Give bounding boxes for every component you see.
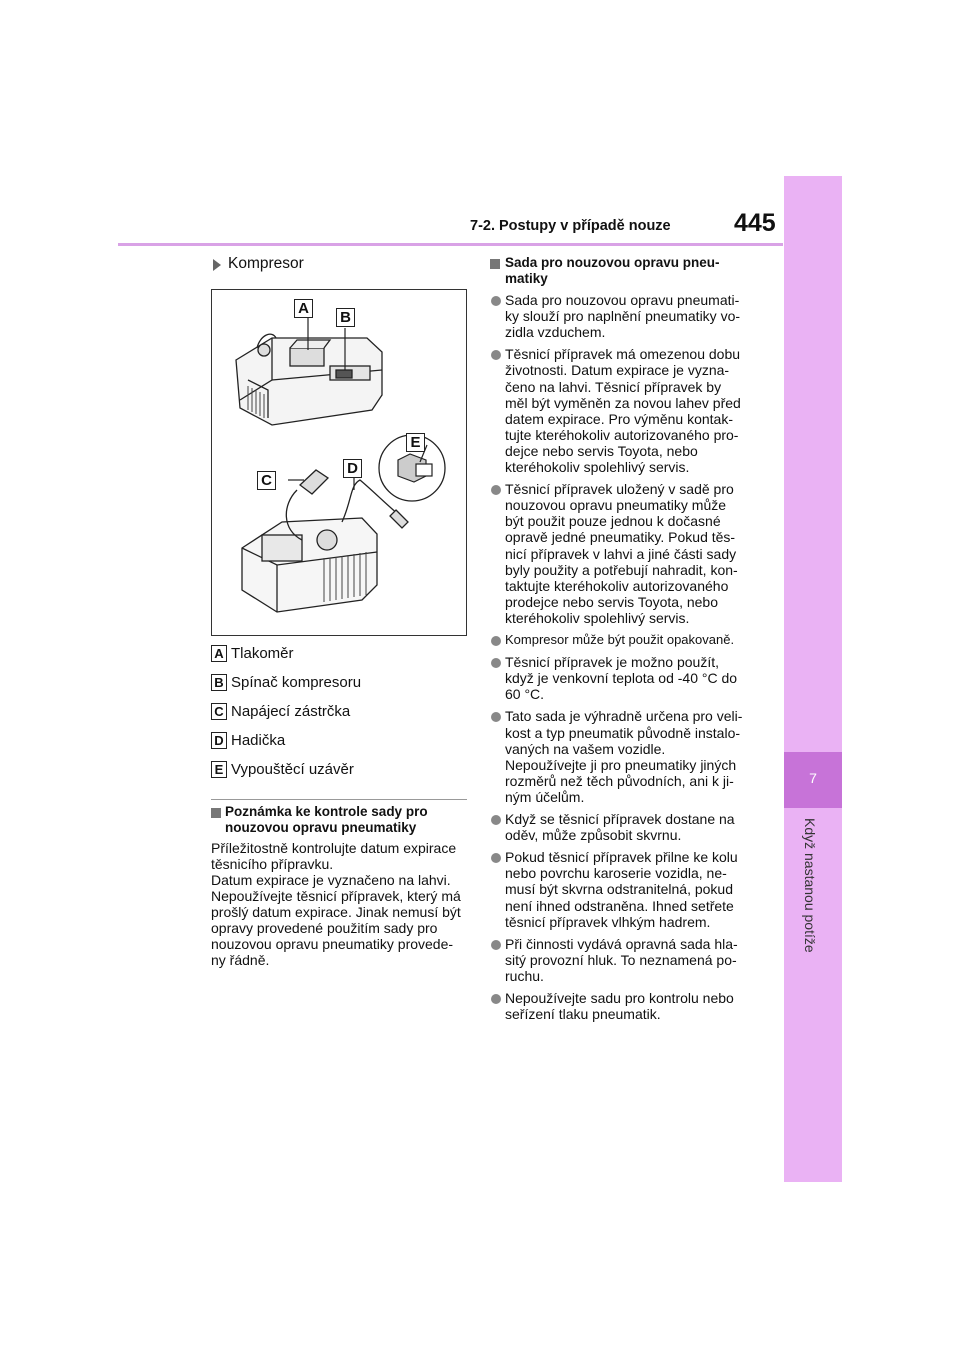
legend-item-c [211, 703, 350, 720]
bullet-line: dejce nebo servis Toyota, nebo [505, 442, 698, 459]
bullet-line: kost a typ pneumatik původně instalo- [505, 724, 741, 741]
legend-item-e [211, 761, 354, 778]
compressor-figure [211, 289, 467, 636]
legend-key: C [211, 703, 227, 720]
legend-label: Vypouštěcí uzávěr [231, 761, 354, 778]
bullet-line: není ihned odstraněna. Ihned setřete [505, 897, 734, 914]
callout-c: C [257, 471, 276, 490]
bullet-line: měl být vyměněn za novou lahev před [505, 394, 741, 411]
legend-item-d [211, 732, 285, 749]
bullet-line: nicí přípravek v lahvi a jiné části sady [505, 545, 737, 562]
bullet-icon [491, 658, 501, 668]
bullet-line: Sada pro nouzovou opravu pneumati- [505, 292, 740, 308]
bullet-line: rozměrů než těch původních, ani k ji- [505, 772, 734, 789]
triangle-icon [213, 259, 221, 271]
bullet-line: taktujte kteréhokoliv autorizovaného [505, 577, 729, 594]
bullet-line: byly použity a potřebují nahradit, kon- [505, 561, 738, 578]
bullet-icon [491, 636, 501, 646]
bullet-line: vaných na vašem vozidle. [505, 740, 666, 757]
bullet-line: sitý provozní hluk. To neznamená po- [505, 951, 737, 968]
bullet-line: musí být skvrna odstranitelná, pokud [505, 881, 734, 898]
note-line: těsnicího přípravku. [211, 856, 334, 872]
chapter-label: Když nastanou potíže [802, 818, 818, 953]
bullet-line: Nepoužívejte ji pro pneumatiky jiných [505, 756, 737, 773]
header-rule [118, 243, 783, 246]
bullet-line: zidla vzduchem. [505, 324, 606, 341]
legend-key: D [211, 732, 227, 749]
legend-key: B [211, 674, 227, 691]
section-header: 7-2. Postupy v případě nouze [470, 218, 671, 234]
note-line: prošlý datum expirace. Jinak nemusí být [211, 904, 461, 920]
bullet-line: životnosti. Datum expirace je vyzna- [505, 362, 730, 379]
note-title-line-2: nouzovou opravu pneumatiky [225, 820, 417, 835]
bullet-icon [491, 815, 501, 825]
bullet-line: nebo povrchu karoserie vozidla, ne- [505, 865, 727, 882]
bullet-line: kteréhokoliv spolehlivý servis. [505, 459, 690, 475]
square-bullet-icon [211, 808, 221, 818]
bullet-line: seřízení tlaku pneumatik. [505, 1006, 661, 1023]
bullet-line: Při činnosti vydává opravná sada hla- [505, 935, 738, 952]
bullet-line: těsnicí přípravek vlhkým hadrem. [505, 913, 711, 930]
bullet-line: když je venkovní teplota od -40 °C do [505, 670, 738, 687]
bullet-line: datem expirace. Pro výměnu kontak- [505, 410, 733, 427]
bullet-line: nouzovou opravu pneumatiky může [505, 497, 727, 514]
legend-label: Tlakoměr [231, 645, 294, 662]
bullet-line: ruchu. [505, 967, 544, 984]
bullet-icon [491, 853, 501, 863]
note-line: Datum expirace je vyznačeno na lahvi. [211, 872, 451, 888]
bullet-line: Nepoužívejte sadu pro kontrolu nebo [505, 990, 734, 1006]
bullet-icon [491, 350, 501, 360]
note-line: nouzovou opravu pneumatiky provede- [211, 936, 454, 952]
page-number: 445 [734, 209, 776, 237]
bullet-line: Když se těsnicí přípravek dostane na [505, 811, 735, 827]
bullet-line: čeno na lahvi. Těsnicí přípravek by [505, 378, 722, 395]
bullet-line: oděv, může způsobit skvrnu. [505, 827, 682, 844]
section-divider [211, 799, 467, 800]
bullet-line: opravě jedné pneumatiky. Pokud těs- [505, 529, 736, 546]
bullet-line: prodejce nebo servis Toyota, nebo [505, 593, 718, 610]
bullet-line: ným účelům. [505, 788, 585, 805]
right-section-title-line-2: matiky [505, 271, 548, 286]
legend-item-a [211, 645, 294, 662]
bullet-icon [491, 940, 501, 950]
note-line: Příležitostně kontrolujte datum expirace [211, 840, 457, 856]
note-line: opravy provedené použitím sady pro [211, 920, 438, 936]
chapter-tab [784, 176, 842, 1182]
bullet-line: Těsnicí přípravek je možno použít, [505, 654, 719, 671]
compressor-illustration [212, 290, 466, 635]
legend-label: Hadička [231, 732, 286, 749]
bullet-line: Těsnicí přípravek uložený v sadě pro [505, 481, 734, 498]
callout-b: B [336, 308, 355, 327]
bullet-icon [491, 712, 501, 722]
note-title-line-1: Poznámka ke kontrole sady pro [225, 804, 428, 819]
legend-key: E [211, 761, 227, 778]
bullet-line: Tato sada je výhradně určena pro veli- [505, 708, 743, 725]
callout-e: E [406, 433, 425, 452]
bullet-line: Těsnicí přípravek má omezenou dobu [505, 346, 741, 363]
legend-item-b [211, 674, 361, 691]
bullet-line: ky slouží pro naplnění pneumatiky vo- [505, 308, 741, 325]
bullet-icon [491, 994, 501, 1004]
square-bullet-icon [490, 259, 500, 269]
callout-d: D [343, 459, 362, 478]
legend-key: A [211, 645, 227, 662]
legend-label: Spínač kompresoru [231, 674, 362, 691]
legend-label: Napájecí zástrčka [231, 703, 351, 720]
callout-a: A [294, 299, 313, 318]
bullet-line: 60 °C. [505, 686, 545, 703]
chapter-number: 7 [809, 770, 817, 786]
bullet-line: být použit pouze jednou k dočasné [505, 513, 721, 530]
right-section-title-line-1: Sada pro nouzovou opravu pneu- [505, 255, 720, 270]
note-line: Nepoužívejte těsnicí přípravek, který má [211, 888, 461, 904]
figure-heading: Kompresor [228, 255, 304, 272]
bullet-line: tujte kteréhokoliv autorizovaného pro- [505, 426, 739, 443]
bullet-icon [491, 485, 501, 495]
bullet-line: Pokud těsnicí přípravek přilne ke kolu [505, 849, 738, 866]
note-line: ny řádně. [211, 952, 270, 968]
bullet-line: kteréhokoliv spolehlivý servis. [505, 609, 690, 626]
bullet-line: Kompresor může být použit opakovaně. [505, 632, 735, 647]
bullet-icon [491, 296, 501, 306]
